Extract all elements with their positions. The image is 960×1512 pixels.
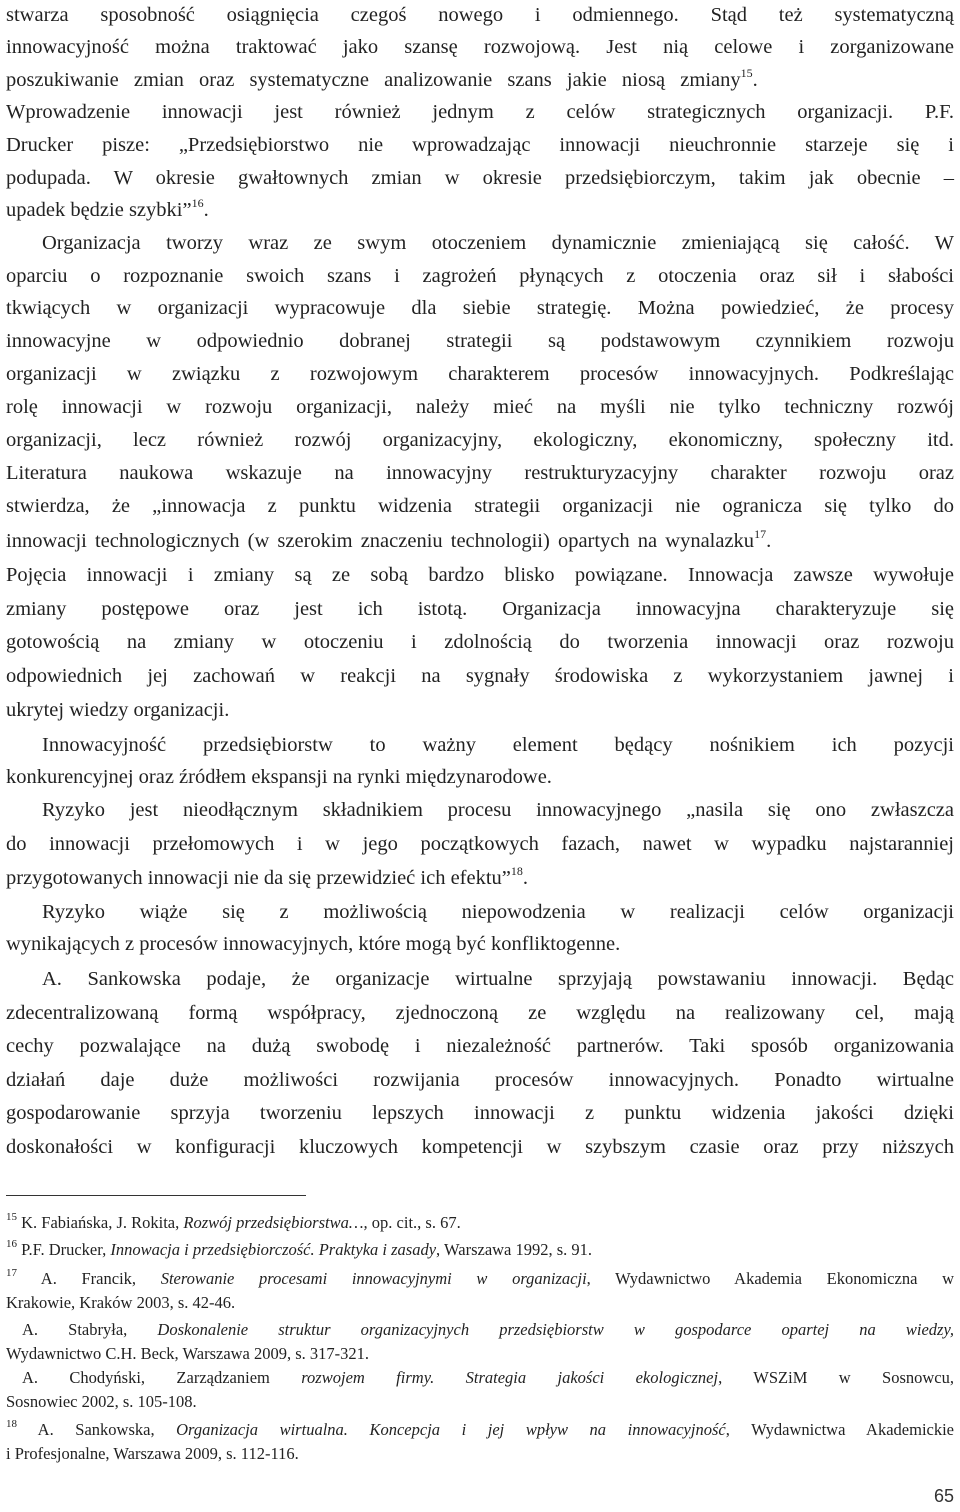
body-line-10: tkwiących w organizacji wypracowuje dla siebie strategię. Można powiedzieć, że procesy (6, 297, 954, 319)
body-line-2: innowacyjność można traktować jako szansę rozwojową. Jest nią celowe i zorganizowane (6, 36, 954, 58)
body-line-29: wynikających z procesów innowacyjnych, które mogą być konfliktogenne. (6, 933, 621, 955)
body-line-7-end: . (203, 199, 209, 221)
footnote-17-chodynski-source: , WSZiM w Sosnowcu, (718, 1368, 955, 1387)
body-line-8: Organizacja tworzy wraz ze swym otoczeniem dynamicznie zmieniającą się całość. W (42, 232, 954, 254)
footnote-separator (6, 1195, 306, 1196)
footnote-17-stabryla-title: Doskonalenie struktur organizacyjnych przedsiębiorstw w gospodarce opartej na wiedzy, (157, 1320, 954, 1339)
footnote-18-author: A. Sankowska, (37, 1420, 177, 1439)
footnote-17-chodynski-author: A. Chodyński, Zarządzaniem (22, 1368, 302, 1387)
body-line-7-text: upadek będzie szybki” (6, 199, 192, 221)
footnote-17-chodynski-line-1 (22, 1368, 954, 1388)
body-line-6: podupada. W okresie gwałtownych zmian w okresie przedsiębiorczym, takim jak obecnie – (6, 167, 954, 189)
body-line-14: organizacji, lecz również rozwój organizacyjny, ekologiczny, ekonomiczny, społeczny itd. (6, 429, 954, 451)
footnote-17-chodynski-line-2: Sosnowiec 2002, s. 105-108. (6, 1392, 197, 1411)
body-line-32: cechy pozwalające na dużą swobodę i niezależność partnerów. Taki sposób organizowania (6, 1035, 954, 1057)
footnote-16-number: 16 (6, 1238, 17, 1250)
footnote-16 (6, 1240, 954, 1260)
footnote-17-number: 17 (6, 1267, 17, 1279)
footnote-16-source: , Warszawa 1992, s. 91. (436, 1240, 593, 1259)
body-line-9: oparciu o rozpoznanie swoich szans i zagrożeń płynących z otoczenia oraz sił i słabości (6, 265, 954, 287)
body-line-27 (6, 866, 954, 890)
body-line-13: rolę innowacji w rozwoju organizacji, należy mieć na myśli nie tylko techniczny rozwój (6, 396, 954, 418)
footnote-18-line-2: i Profesjonalne, Warszawa 2009, s. 112-116. (6, 1444, 299, 1463)
footnote-17-author: A. Francik, (40, 1269, 161, 1288)
body-line-17 (6, 529, 954, 553)
body-line-16: stwierdza, że „innowacja z punktu widzenia strategii organizacji nie ogranicza się tylko do (6, 495, 954, 517)
footnote-17-line-2: Krakowie, Kraków 2003, s. 42-46. (6, 1293, 236, 1312)
footnote-15-number: 15 (6, 1211, 17, 1223)
body-line-23: Innowacyjność przedsiębiorstw to ważny element będący nośnikiem ich pozycji (42, 734, 954, 756)
body-line-27-end: . (522, 867, 529, 889)
footnote-18-source: , Wydawnictwa Akademickie (725, 1420, 955, 1439)
body-line-15: Literatura naukowa wskazuje na innowacyjny restrukturyzacyjny charakter rozwoju oraz (6, 462, 954, 484)
body-line-22: ukrytej wiedzy organizacji. (6, 699, 230, 721)
footnote-15-title: Rozwój przedsiębiorstwa…, (183, 1213, 368, 1232)
footnote-15-source: op. cit., s. 67. (367, 1213, 461, 1232)
footnote-17-title: Sterowanie procesami innowacyjnymi w organizacji (160, 1269, 587, 1288)
body-line-24: konkurencyjnej oraz źródłem ekspansji na rynki międzynarodowe. (6, 766, 552, 788)
body-line-3-end: . (752, 69, 758, 91)
body-line-27-text: przygotowanych innowacji nie da się przewidzieć ich efektu” (6, 867, 511, 889)
body-line-5: Drucker pisze: „Przedsiębiorstwo nie wprowadzając innowacji nieuchronnie starzeje się i (6, 134, 954, 156)
body-line-30: A. Sankowska podaje, że organizacje wirtualne sprzyjają powstawaniu innowacji. Będąc (42, 968, 954, 990)
footnote-16-title: Innowacja i przedsiębiorczość. Praktyka i zasady (110, 1240, 437, 1259)
footnote-18-number: 18 (6, 1418, 17, 1430)
body-line-17-end: . (766, 530, 772, 552)
body-line-21: odpowiednich jej zachowań w reakcji na sygnały środowiska z wykorzystaniem jawnej i (6, 665, 954, 687)
footnote-18-line-1 (6, 1420, 954, 1440)
body-line-18: Pojęcia innowacji i zmiany są ze sobą bardzo blisko powiązane. Innowacja zawsze wywołuje (6, 564, 954, 586)
footnote-17-source: , Wydawnictwo Akademia Ekonomiczna w (586, 1269, 954, 1288)
footnote-17-stabryla-author: A. Stabryła, (22, 1320, 158, 1339)
footnote-18-title: Organizacja wirtualna. Koncepcja i jej wpływ na innowacyjność (176, 1420, 726, 1439)
footnote-15 (6, 1213, 954, 1233)
body-line-17-text: innowacji technologicznych (w szerokim znaczeniu technologii) opartych na wynalazku (6, 530, 755, 552)
footnote-17-chodynski-title: rozwojem firmy. Strategia jakości ekologicznej (301, 1368, 719, 1387)
body-line-26: do innowacji przełomowych i w jego początkowych fazach, nawet w wypadku najstaranniej (6, 833, 954, 855)
body-line-34: gospodarowanie sprzyja tworzeniu lepszych innowacji z punktu widzenia jakości dzięki (6, 1102, 954, 1124)
body-line-12: organizacji w związku z rozwojowym charakterem procesów innowacyjnych. Podkreślając (6, 363, 954, 385)
page-number: 65 (933, 1486, 954, 1506)
body-line-35: doskonałości w konfiguracji kluczowych kompetencji w szybszym czasie oraz przy niższych (6, 1136, 954, 1158)
body-line-25: Ryzyko jest nieodłącznym składnikiem procesu innowacyjnego „nasila się ono zwłaszcza (42, 799, 954, 821)
body-line-11: innowacyjne w odpowiednio dobranej strategii są podstawowym czynnikiem rozwoju (6, 330, 954, 352)
body-line-7 (6, 198, 954, 222)
footnote-ref-16: 16 (191, 196, 204, 210)
body-line-31: zdecentralizowaną formą współpracy, zjednoczoną ze względu na realizowany cel, mają (6, 1002, 954, 1024)
footnote-ref-18: 18 (510, 864, 523, 878)
footnote-15-author: K. Fabiańska, J. Rokita, (21, 1213, 184, 1232)
body-line-3-text: poszukiwanie zmian oraz systematyczne analizowanie szans jakie niosą zmiany (6, 69, 741, 91)
footnote-16-author: P.F. Drucker, (21, 1240, 111, 1259)
footnote-17-stabryla-line-2: Wydawnictwo C.H. Beck, Warszawa 2009, s. 317-321. (6, 1344, 370, 1363)
footnote-ref-15: 15 (740, 66, 753, 80)
body-line-20: gotowością na zmiany w otoczeniu i zdolnością do tworzenia innowacji oraz rozwoju (6, 631, 954, 653)
footnote-17-line-1 (6, 1269, 954, 1289)
body-line-3 (6, 68, 954, 92)
footnote-ref-17: 17 (754, 527, 767, 541)
body-line-28: Ryzyko wiąże się z możliwością niepowodzenia w realizacji celów organizacji (42, 901, 954, 923)
body-line-1: stwarza sposobność osiągnięcia czegoś nowego i odmiennego. Stąd też systematyczną (6, 4, 954, 26)
body-line-19: zmiany postępowe oraz jest ich istotą. Organizacja innowacyjna charakteryzuje się (6, 598, 954, 620)
footnote-17-stabryla-line-1 (22, 1320, 954, 1340)
body-line-33: działań daje duże możliwości rozwijania procesów innowacyjnych. Ponadto wirtualne (6, 1069, 954, 1091)
body-line-4: Wprowadzenie innowacji jest również jednym z celów strategicznych organizacji. P.F. (6, 101, 954, 123)
